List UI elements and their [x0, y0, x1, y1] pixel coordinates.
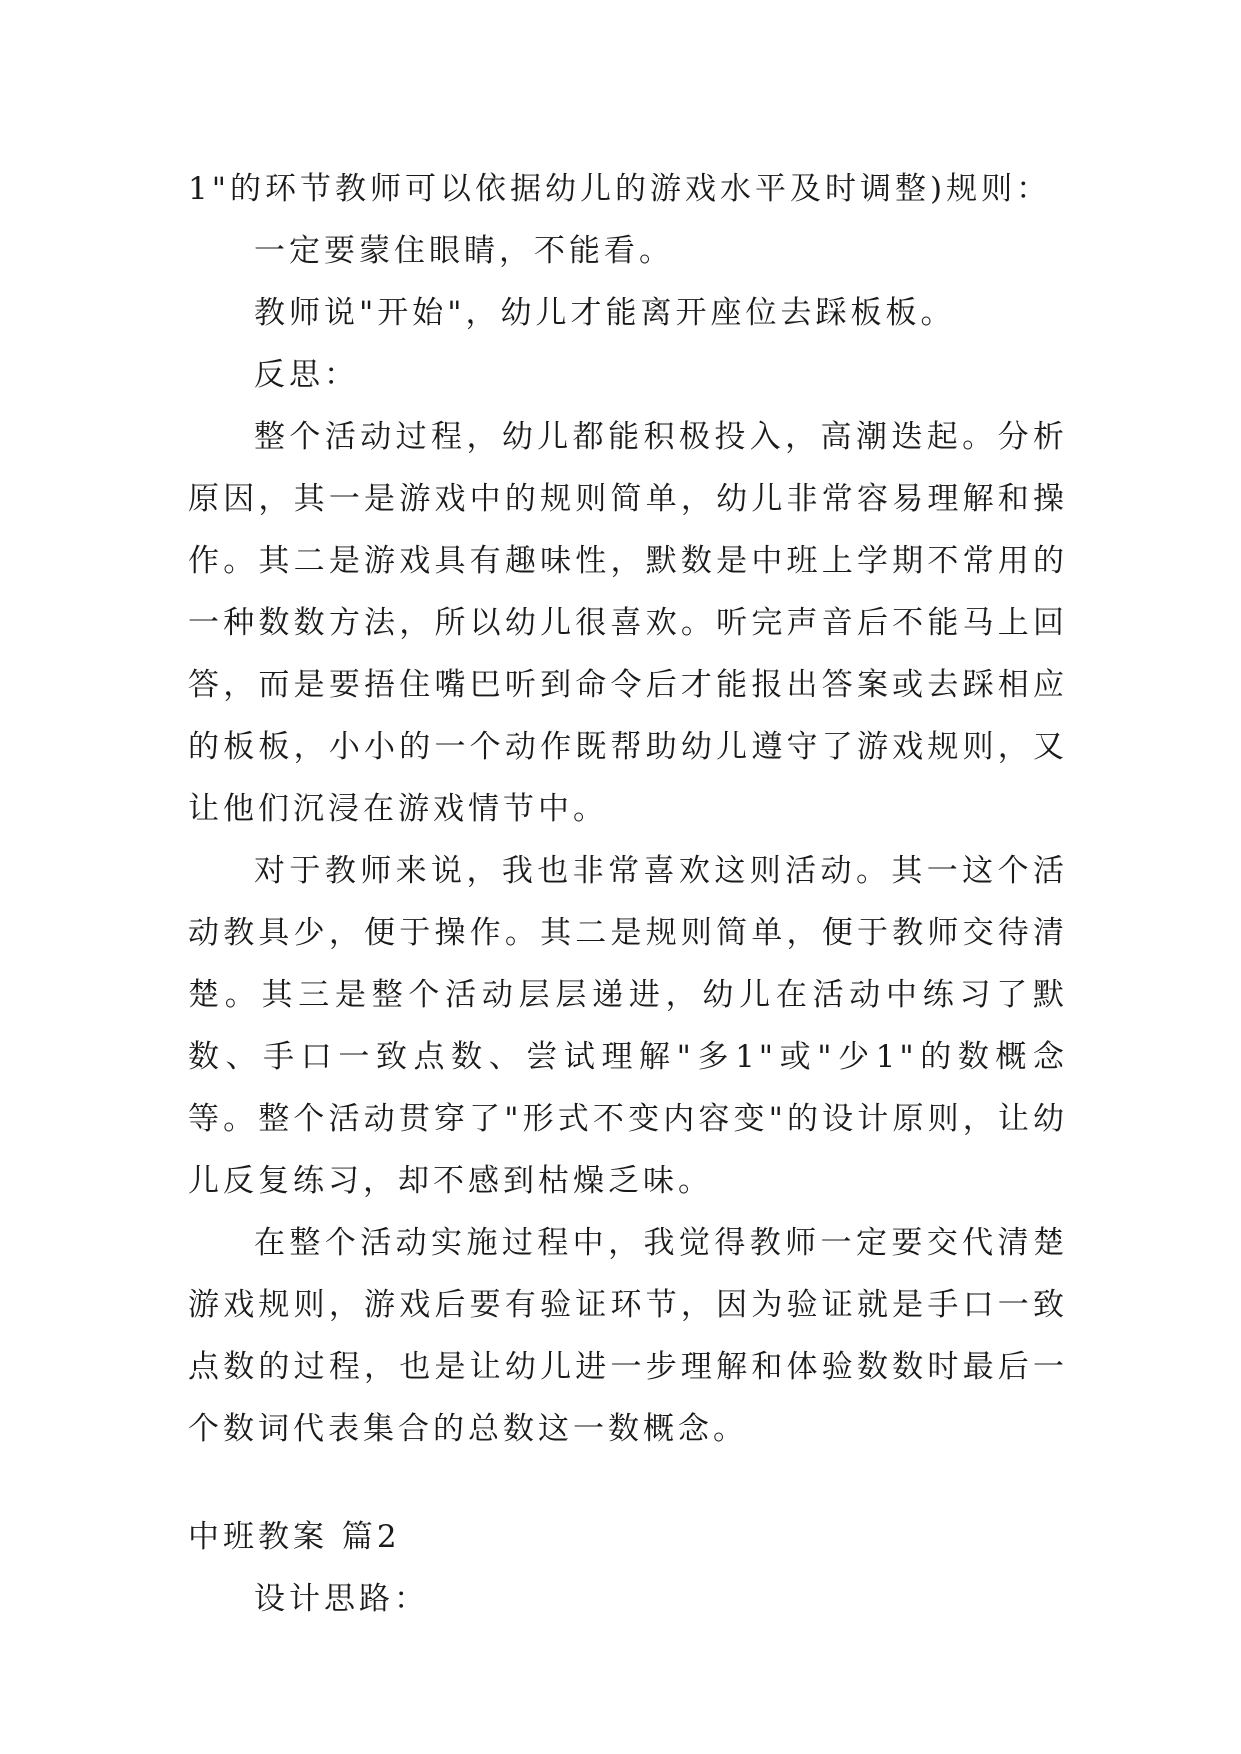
paragraph-reflection-label: 反思： [254, 357, 359, 393]
paragraph-reflection-2: 对于教师来说，我也非常喜欢这则活动。其一这个活动教具少，便于操作。其二是规则简单，便于教师交待清楚。其三是整个活动层层递进，幼儿在活动中练习了默数、手口一致点数、尝试理解"多1"或"少1"的数概念等。整个活动贯穿了"形式不变内容变"的设计原则，让幼儿反复练习，却不感到枯燥乏味。 [188, 853, 1068, 1199]
document-body [188, 158, 1068, 1630]
paragraph-rule-2: 教师说"开始"，幼儿才能离开座位去踩板板。 [254, 295, 956, 331]
paragraph-reflection-1: 整个活动过程，幼儿都能积极投入，高潮迭起。分析原因，其一是游戏中的规则简单，幼儿非常容易理解和操作。其二是游戏具有趣味性，默数是中班上学期不常用的一种数数方法，所以幼儿很喜欢。听完声音后不能马上回答，而是要捂住嘴巴听到命令后才能报出答案或去踩相应的板板，小小的一个动作既帮助幼儿遵守了游戏规则，又让他们沉浸在游戏情节中。 [188, 419, 1068, 827]
design-ideas-label: 设计思路： [254, 1581, 429, 1617]
section-heading: 中班教案 篇2 [188, 1519, 401, 1555]
section-spacer [188, 1460, 1068, 1506]
paragraph-rule-1: 一定要蒙住眼睛，不能看。 [254, 233, 674, 269]
paragraph-reflection-3: 在整个活动实施过程中，我觉得教师一定要交代清楚游戏规则，游戏后要有验证环节，因为验证就是手口一致点数的过程，也是让幼儿进一步理解和体验数数时最后一个数词代表集合的总数这一数概念。 [188, 1225, 1068, 1447]
paragraph-rules-intro: 1"的环节教师可以依据幼儿的游戏水平及时调整)规则： [188, 171, 1052, 207]
